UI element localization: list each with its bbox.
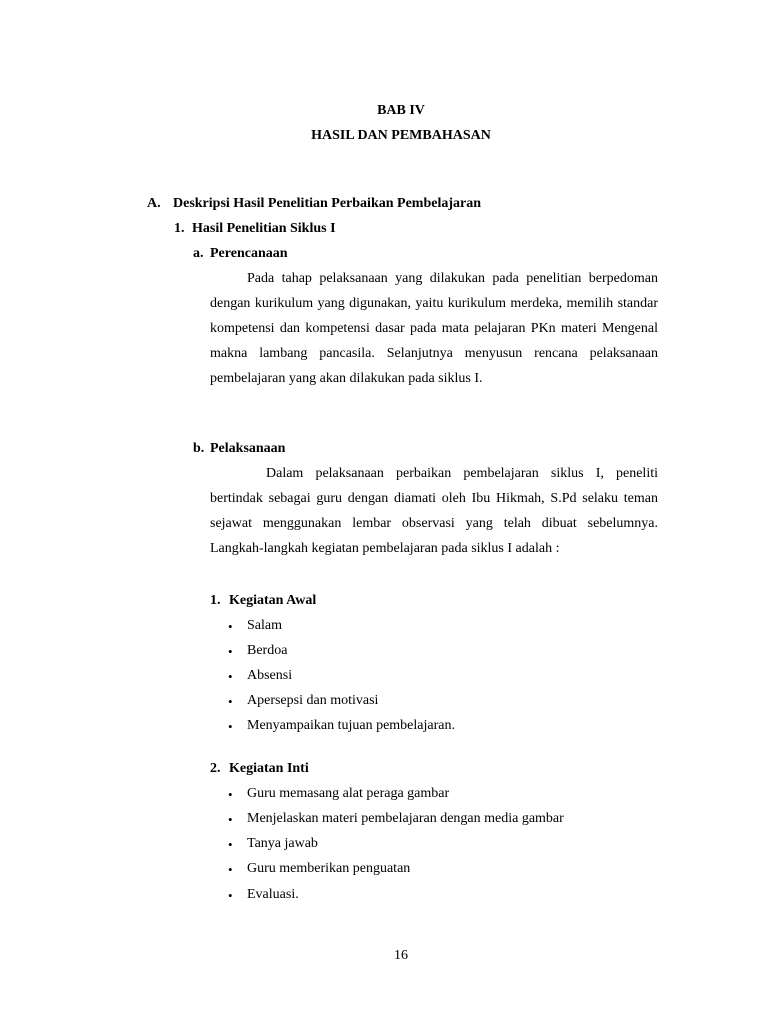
page-number: 16 [394,948,408,963]
pelaksanaan-paragraph [210,461,658,561]
pelaksanaan-text: Dalam pelaksanaan perbaikan pembelajaran siklus I, peneliti bertindak sebagai guru dengan diamati oleh Ibu Hikmah, S.Pd selaku teman sejawat menggunakan lembar observasi yang telah dibuat sebelumnya. Langkah-langkah kegiatan pembelajaran pada siklus I adalah : [210,466,658,556]
chapter-title: HASIL DAN PEMBAHASAN [311,128,491,143]
kegiatan-inti-title: Kegiatan Inti [229,761,309,776]
bullet-icon: • [228,719,233,734]
section-a-number: A. [147,196,161,211]
pelaksanaan-title: Pelaksanaan [210,441,286,456]
kegiatan-awal-title: Kegiatan Awal [229,593,317,608]
bullet-icon: • [228,694,233,709]
chapter-number: BAB IV [377,103,425,118]
subsection-1-title: Hasil Penelitian Siklus I [192,221,336,236]
kegiatan-inti-number: 2. [210,761,221,776]
pelaksanaan-number: b. [193,441,205,456]
subsection-1-number: 1. [174,221,185,236]
bullet-icon: • [228,812,233,827]
bullet-icon: • [228,619,233,634]
section-a-title: Deskripsi Hasil Penelitian Perbaikan Pembelajaran [173,196,481,211]
perencanaan-number: a. [193,246,204,261]
bullet-icon: • [228,787,233,802]
bullet-icon: • [228,644,233,659]
perencanaan-title: Perencanaan [210,246,288,261]
bullet-icon: • [228,669,233,684]
kegiatan-awal-number: 1. [210,593,221,608]
bullet-icon: • [228,837,233,852]
perencanaan-paragraph [210,266,658,391]
bullet-icon: • [228,862,233,877]
perencanaan-text: Pada tahap pelaksanaan yang dilakukan pada penelitian berpedoman dengan kurikulum yang digunakan, yaitu kurikulum merdeka, memilih standar kompetensi dan kompetensi dasar pada mata pelajaran PKn materi Mengenal makna lambang pancasila. Selanjutnya menyusun rencana pelaksanaan pembelajaran yang akan dilakukan pada siklus I. [210,271,658,386]
bullet-icon: • [228,888,233,903]
